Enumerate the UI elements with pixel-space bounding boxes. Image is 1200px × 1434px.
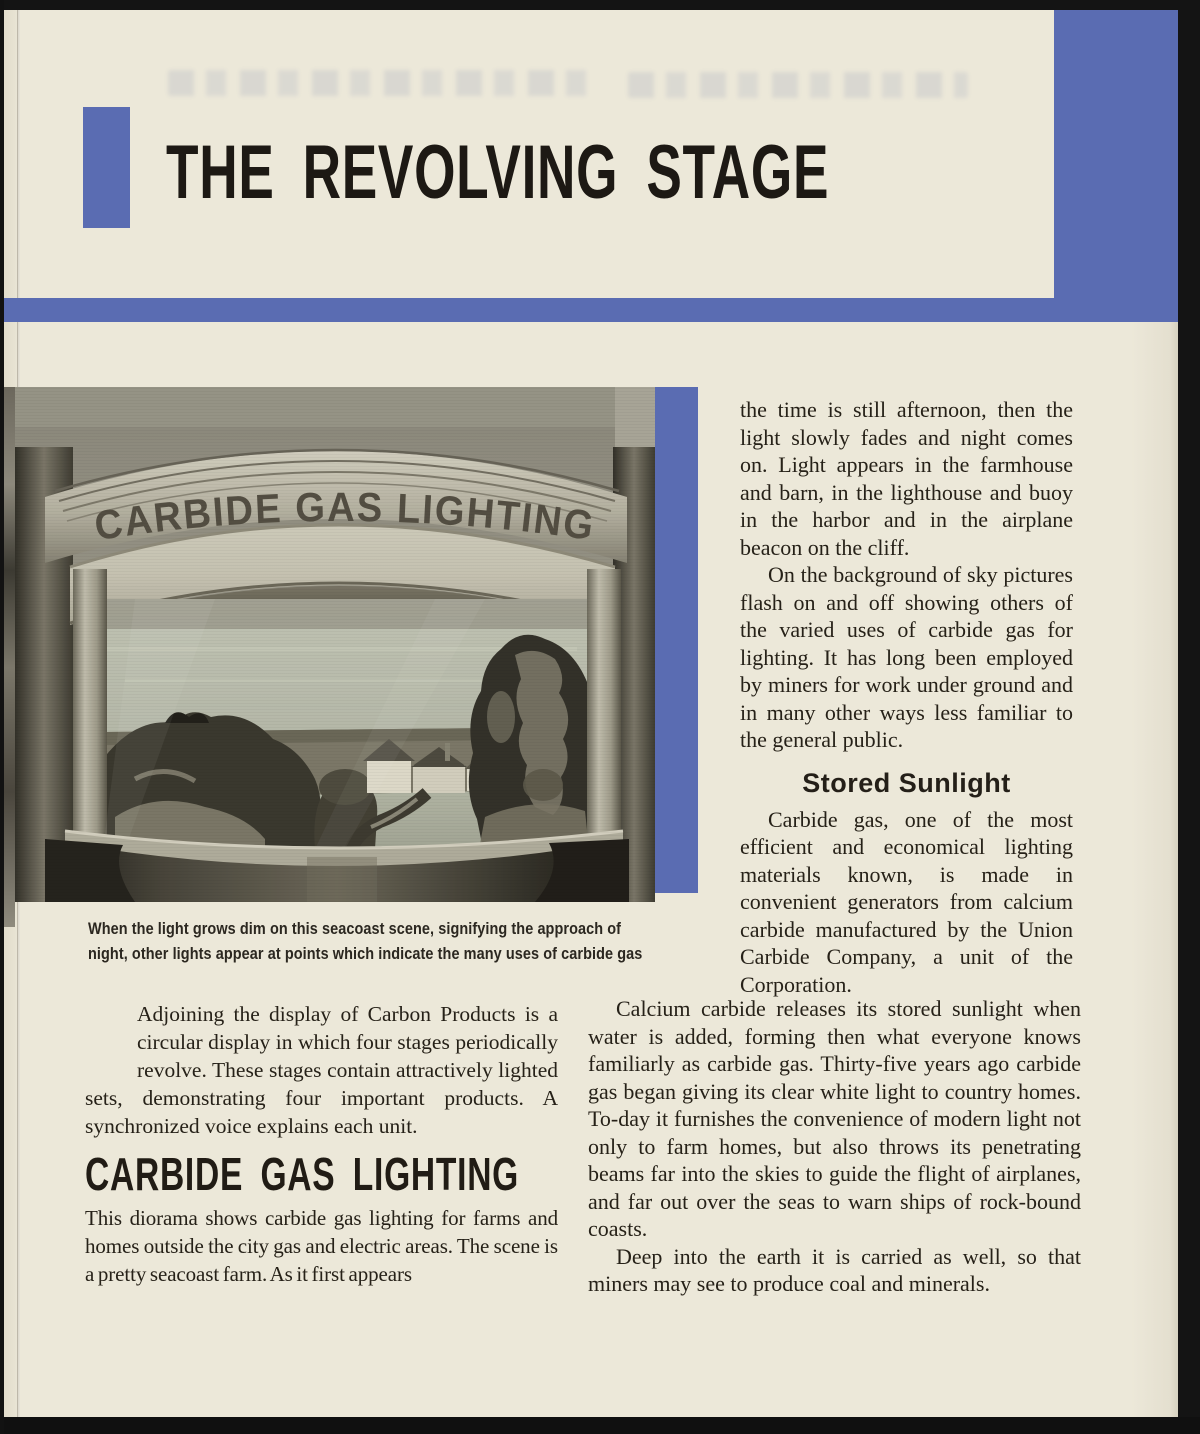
bottom-column-para2: Deep into the earth it is carried as well, so that miners may see to produce coal and minerals. <box>588 1243 1081 1296</box>
right-column <box>740 396 1073 998</box>
right-column-para3: Carbide gas, one of the most efficient and economical lighting materials known, is made in convenient generators from calcium carbide manufactured by the Union Carbide Company, a unit of the Corporation. <box>740 806 1073 997</box>
accent-blue-right-bar <box>1054 10 1178 322</box>
photo-caption-line1: When the light grows dim on this seacoast scene, signifying the approach of <box>88 919 622 938</box>
bullet-float <box>85 1000 137 1058</box>
section-heading: CARBIDE GAS LIGHTING <box>85 1148 520 1200</box>
right-column-para1: the time is still afternoon, then the light slowly fades and night comes on. Light appears in the farmhouse and barn, in the lighthouse and buoy in the harbor and in the airplane beacon on the cliff. <box>740 397 1073 560</box>
showthrough-smudge <box>628 72 968 98</box>
photo-grain-overlay <box>15 387 655 902</box>
scan-edge-bottom <box>0 1417 1200 1434</box>
subheading-stored-sunlight: Stored Sunlight <box>802 767 1011 798</box>
page-title: THE REVOLVING STAGE <box>166 130 830 215</box>
photo-caption-line2: night, other lights appear at points which indicate the many uses of carbide gas <box>88 943 643 963</box>
scan-edge-right <box>1178 0 1200 1434</box>
left-intro-text: Adjoining the display of Carbon Products is a circular display in which four stages periodically revolve. These stages contain attractively lighted sets, demonstrating four important products. A synchronized voice explains each unit. <box>85 1002 558 1138</box>
scan-edge-top <box>0 0 1200 10</box>
adjacent-page-sliver <box>4 387 15 927</box>
right-column-para2: On the background of sky pictures flash on and off showing others of the varied uses of carbide gas for lighting. It has long been employed by miners for work under ground and in many other ways less familiar to the general public. <box>740 562 1073 752</box>
exhibit-photo <box>15 387 655 902</box>
showthrough-smudge <box>168 70 588 96</box>
accent-blue-photo-strip <box>652 387 698 893</box>
scan-edge-left <box>0 0 4 1434</box>
bottom-column-para1: Calcium carbide releases its stored sunlight when water is added, forming then what everyone knows familiarly as carbide gas. Thirty-five years ago carbide gas began giving its clear white light to country homes. To-day it furnishes the convenience of modern light not only to farm homes, but also throws its penetrating beams far into the skies to guide the flight of airplanes, and far out over the seas to warn ships of rock-bound coasts. <box>588 996 1081 1241</box>
bottom-column <box>588 995 1081 1298</box>
left-column-body: This diorama shows carbide gas lighting for farms and homes outside the city gas and electric areas. The scene is a pretty seacoast farm. As it first appears <box>85 1206 558 1286</box>
photo-caption <box>88 917 649 966</box>
left-column-intro <box>85 1000 558 1140</box>
accent-blue-tab <box>83 107 130 228</box>
accent-blue-horizontal-band <box>4 298 1178 322</box>
